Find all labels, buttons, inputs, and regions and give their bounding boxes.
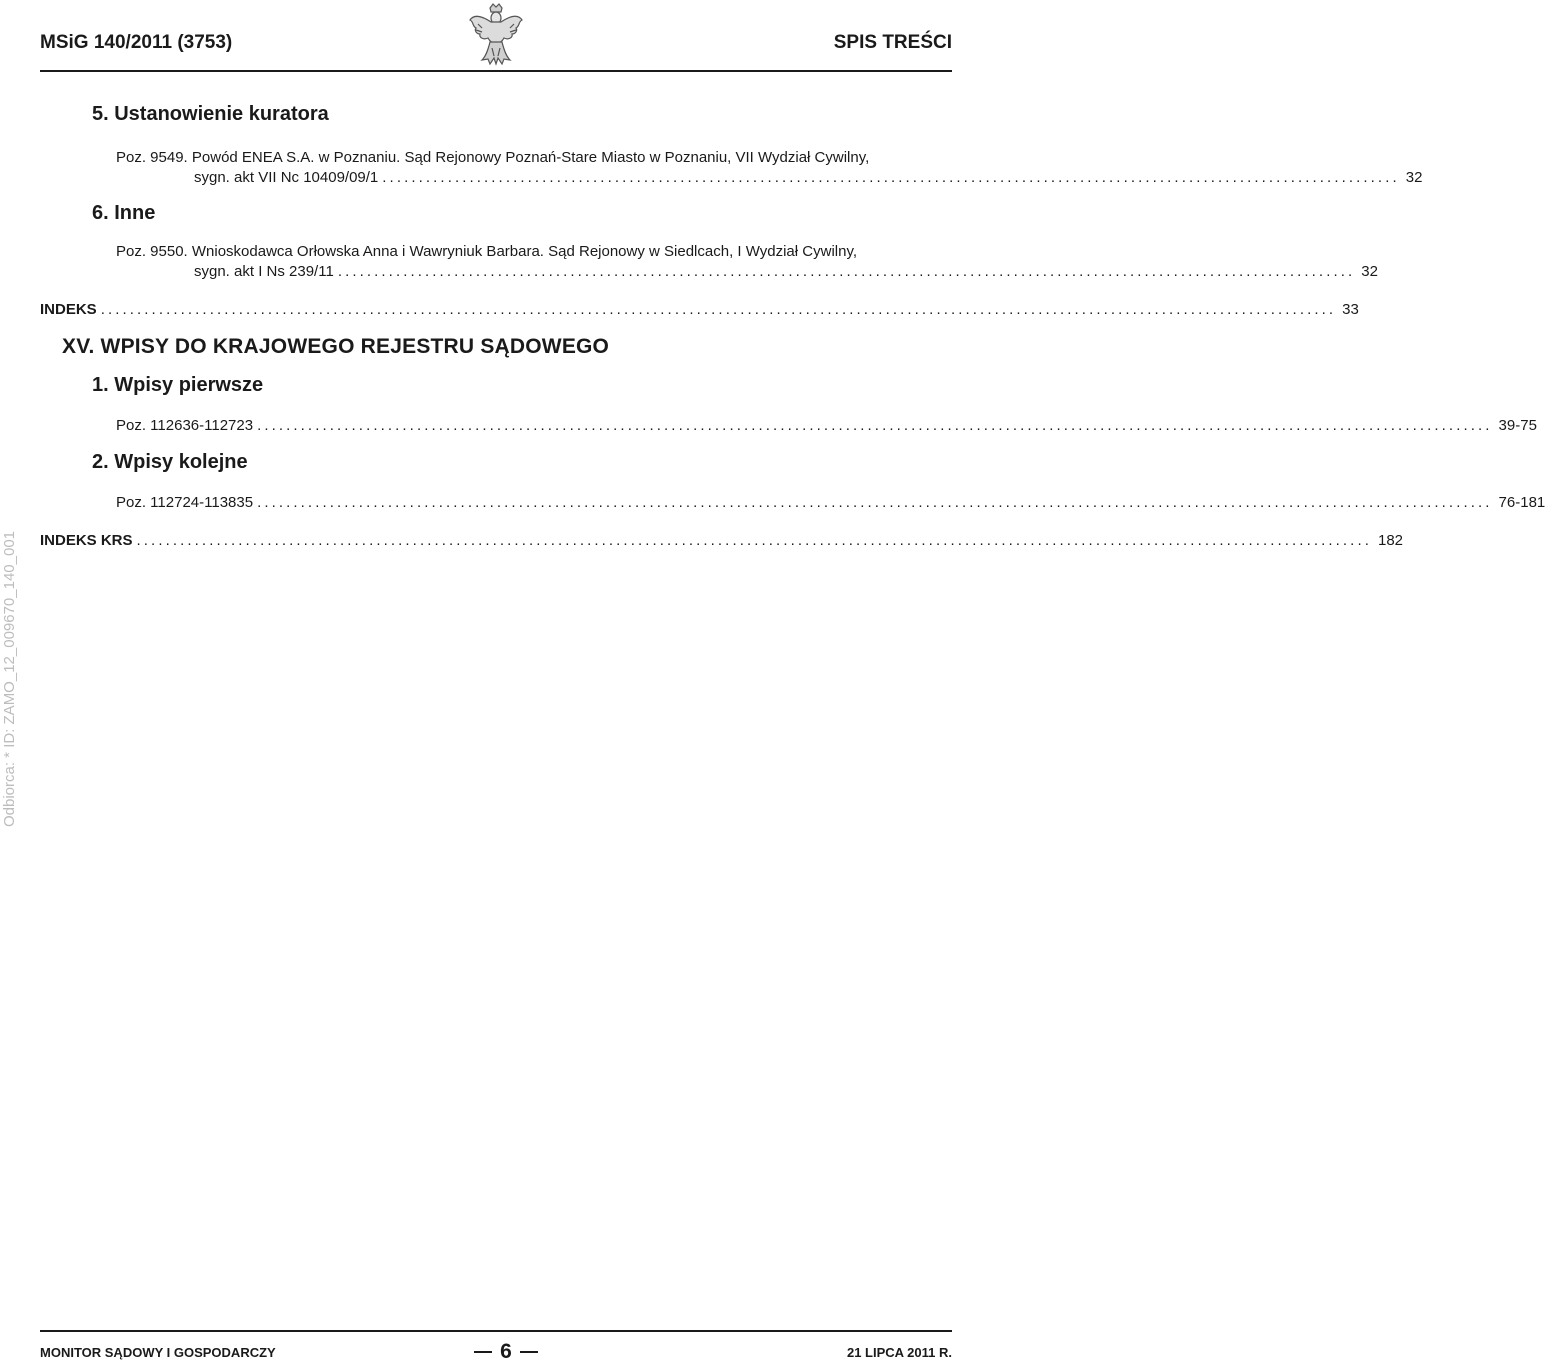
dot-leader: ..........................................................................................................................................................................: [136, 532, 1372, 549]
section-title: SPIS TREŚCI: [833, 32, 952, 53]
subsection-heading-wpisy-kolejne: 2. Wpisy kolejne: [92, 451, 248, 473]
chapter-heading-xv: XV. WPISY DO KRAJOWEGO REJESTRU SĄDOWEGO: [62, 335, 610, 358]
footer-rule: [40, 1330, 952, 1332]
polish-eagle-emblem-icon: [468, 2, 524, 66]
toc-entry-indeks-krs: [40, 531, 1404, 551]
journal-issue-label: MSiG 140/2011 (3753): [40, 32, 233, 53]
toc-entry-indeks: [40, 300, 1359, 320]
entry-text: Poz. 112724-113835: [116, 494, 254, 511]
page-number: 32: [1361, 263, 1378, 280]
entry-text-line2: sygn. akt VII Nc 10409/09/1: [194, 169, 379, 186]
section-heading-inne: 6. Inne: [92, 202, 156, 224]
subsection-heading-wpisy-pierwsze: 1. Wpisy pierwsze: [92, 374, 264, 396]
dot-leader: ............................................................................................................................................: [337, 263, 1356, 280]
toc-entry-wpisy-kolejne: [116, 493, 1545, 513]
dot-leader: ..........................................................................................................................................................................: [257, 494, 1493, 511]
page-number: 76-181: [1498, 494, 1545, 511]
dash-left: [474, 1351, 492, 1353]
entry-text-line1: Poz. 9549. Powód ENEA S.A. w Poznaniu. Sąd Rejonowy Poznań-Stare Miasto w Poznaniu, VII Wydział Cywilny,: [116, 149, 870, 166]
toc-entry-9549: [116, 148, 1423, 188]
page-number-value: 6: [500, 1340, 512, 1363]
dot-leader: ..........................................................................................................................................................................: [100, 301, 1337, 318]
toc-entry-9550: [116, 242, 1378, 282]
page-number: 32: [1405, 169, 1423, 186]
dot-leader: ............................................................................................................................................: [382, 169, 1400, 186]
entry-text: Poz. 112636-112723: [116, 417, 254, 434]
page-number-footer: [466, 1340, 546, 1364]
section-heading-ustanowienie-kuratora: 5. Ustanowienie kuratora: [92, 103, 329, 125]
dash-right: [520, 1351, 538, 1353]
toc-entry-wpisy-pierwsze: [116, 416, 1537, 436]
header-rule: [40, 70, 952, 72]
indeks-krs-label: INDEKS KRS: [40, 532, 133, 549]
page-number: 39-75: [1498, 417, 1537, 434]
entry-text-line2: sygn. akt I Ns 239/11: [194, 263, 334, 280]
page-number: 182: [1378, 532, 1404, 549]
recipient-id-watermark: Odbiorca: * ID: ZAMO_12_009670_140_001: [1, 530, 18, 828]
indeks-label: INDEKS: [40, 301, 97, 318]
dot-leader: ..........................................................................................................................................................................: [257, 417, 1493, 434]
page-number: 33: [1342, 301, 1359, 318]
publication-date: 21 LIPCA 2011 R.: [846, 1345, 952, 1360]
publication-name: MONITOR SĄDOWY I GOSPODARCZY: [40, 1345, 276, 1360]
entry-text-line1: Poz. 9550. Wnioskodawca Orłowska Anna i Wawryniuk Barbara. Sąd Rejonowy w Siedlcach, I Wydział Cywilny,: [116, 243, 858, 260]
